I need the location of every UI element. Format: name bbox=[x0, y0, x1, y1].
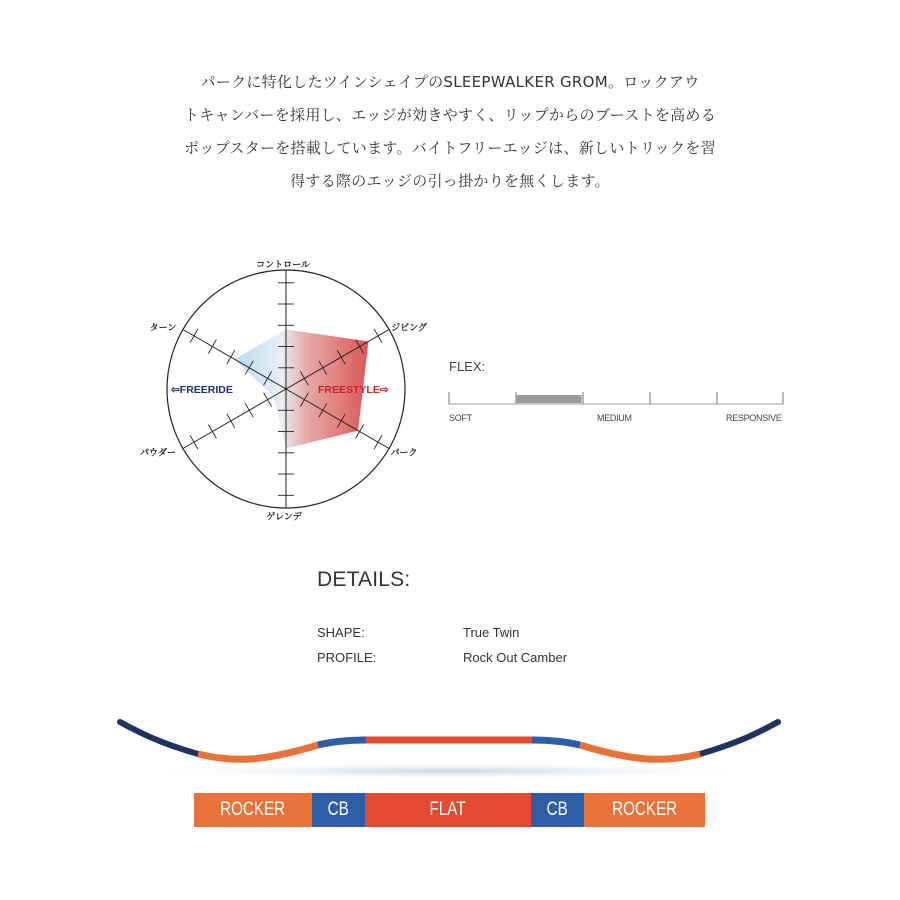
flex-label-soft: SOFT bbox=[449, 413, 472, 423]
segment-label: ROCKER bbox=[220, 799, 286, 820]
profile-segment-flat bbox=[365, 793, 531, 827]
segment-label: CB bbox=[327, 799, 350, 820]
detail-key-profile: PROFILE: bbox=[317, 650, 377, 665]
detail-value-profile: Rock Out Camber bbox=[463, 650, 568, 665]
profile-segment-cb-left bbox=[312, 793, 365, 827]
axis-label-jibbing: ジビング bbox=[391, 323, 427, 334]
flex-label-responsive: RESPONSIVE bbox=[726, 413, 782, 423]
segment-label: ROCKER bbox=[611, 799, 678, 820]
segment-label: FLAT bbox=[429, 799, 467, 820]
axis-label-control: コントロール bbox=[256, 260, 310, 271]
freestyle-label: FREESTYLE⇨ bbox=[318, 384, 389, 396]
profile-segment-rocker-left bbox=[194, 793, 312, 827]
board-rocker-right bbox=[580, 745, 700, 759]
axis-label-powder: パウダー bbox=[140, 448, 176, 459]
board-camber-left bbox=[318, 740, 366, 745]
flex-title: FLEX: bbox=[449, 359, 486, 374]
description-line: 得する際のエッジの引っ掛かりを無くします。 bbox=[290, 172, 610, 190]
axis-label-park: パーク bbox=[390, 448, 418, 459]
segment-label: CB bbox=[546, 799, 569, 820]
flex-label-medium: MEDIUM bbox=[597, 413, 632, 423]
description-line: パークに特化したツインシェイプのSLEEPWALKER GROM。ロックアウ bbox=[200, 73, 700, 91]
description-line: ポップスターを搭載しています。バイトフリーエッジは、新しいトリックを習 bbox=[184, 139, 716, 157]
board-tip-right bbox=[700, 722, 778, 754]
details-title: DETAILS: bbox=[317, 568, 411, 591]
profile-segment-rocker-right bbox=[584, 793, 705, 827]
detail-value-shape: True Twin bbox=[463, 625, 520, 640]
board-shadow bbox=[104, 762, 794, 780]
profile-segment-cb-right bbox=[531, 793, 584, 827]
detail-key-shape: SHAPE: bbox=[317, 625, 365, 640]
description-line: トキャンバーを採用し、エッジが効きやすく、リップからのブーストを高める bbox=[183, 106, 717, 124]
freeride-label: ⇦FREERIDE bbox=[171, 384, 233, 396]
board-rocker-left bbox=[198, 745, 318, 759]
axis-label-turn: ターン bbox=[149, 323, 177, 334]
board-camber-right bbox=[532, 740, 580, 745]
board-tip-left bbox=[120, 722, 198, 754]
axis-label-piste: ゲレンデ bbox=[266, 512, 302, 523]
